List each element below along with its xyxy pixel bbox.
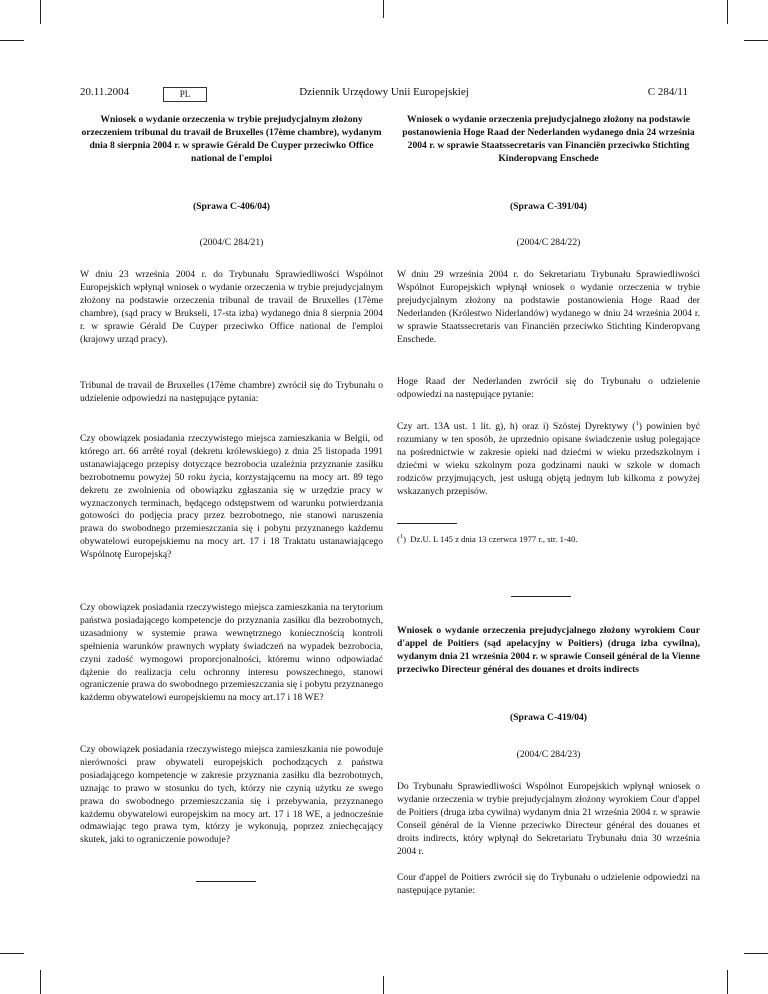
question-paragraph: Czy obowiązek posiadania rzeczywistego miejsca zamieszkania na terytorium państwa posiadającego kompetencje do przyznania zasiłku dla bezrobotnych, uzasadniony w systemie prawa wewnętrznego koniecznością kontroli spełnienia warunków prawnych wypłaty świadczeń na wypadek bezrobocia, czyni zadość wymogowi proporcjonalności, któremu winno odpowiadać dążenie do realizacja celu ochronny interesu powszechnego, stanowi ograniczenie prawa do swobodnego przemieszczania się i pobytu przyznanego każdemu obywatelowi europejskiemu na mocy art.17 i 18 WE? [80, 602, 383, 704]
section-divider [511, 596, 571, 597]
crop-mark [0, 953, 24, 954]
crop-mark [383, 976, 384, 994]
crop-mark [383, 0, 384, 18]
section-divider [196, 881, 256, 882]
footnote-text: Dz.U. L 145 z dnia 13 czerwca 1977 r., str. 1-40. [410, 534, 578, 544]
header-date: 20.11.2004 [80, 86, 130, 98]
page-reference: C 284/11 [647, 86, 688, 98]
footnote-divider [397, 523, 457, 524]
crop-mark [727, 970, 728, 994]
notice-reference: (2004/C 284/21) [199, 237, 264, 248]
body-paragraph: Do Trybunału Sprawiedliwości Wspólnot Europejskich wpłynął wniosek o wydanie orzeczenia w trybie prejudycjalnym złożony wyrokiem Cour d'appel de Poitiers (druga izba cywilna) wydanym dnia 21 września 2004 r. w sprawie Conseil général de la Vienne przeciwko Directeur général des douanes et droits indirects, który wpłynął do Sekretariatu Trybunału dnia 30 września 2004 r. [397, 781, 700, 857]
crop-mark [727, 0, 728, 24]
footnote-number: 1 [399, 533, 404, 541]
body-paragraph: Tribunal de travail de Bruxelles (17ème chambre) zwrócił się do Trybunału o udzielenie odpowiedzi na następujące pytania: [80, 380, 383, 404]
body-paragraph: Hoge Raad der Nederlanden zwrócił się do Trybunału o udzielenie odpowiedzi na następujące pytanie: [397, 376, 700, 400]
question-paragraph: Czy obowiązek posiadania rzeczywistego miejsca zamieszkania w Belgii, od którego art. 66 arrêté royal (dekretu królewskiego) z dnia 25 listopada 1991 ustanawiającego przepisy dotyczące bezrobocia uzależnia przyznanie zasiłku bezrobotnemu powyżej 50 roku życia, korzystającemu na mocy art. 89 tego dekretu ze zwolnienia od obowiązku zgłaszania się w urzędzie pracy w wyznaczonych terminach, będącego odstępstwem od warunku potwierdzania gotowości do podjęcia pracy przez bezrobotnego, nie stanowi naruszenia prawa do swobodnego przemieszczania się i pobytu przyznanego każdemu obywatelowi europejskiemu na mocy art. 17 i 18 Traktatu ustanawiającego Wspólnotę Europejską? [80, 433, 383, 561]
left-column [80, 114, 383, 166]
journal-title: Dziennik Urzędowy Unii Europejskiej [299, 86, 469, 98]
notice-title: Wniosek o wydanie orzeczenia prejudycjalnego złożony wyrokiem Cour d'appel de Poitiers (sąd apelacyjny w Poitiers) (druga izba cywilna), wydanym dnia 21 września 2004 r. w sprawie Conseil général de la Vienne przeciwko Directeur général des douanes et droits indirects [397, 625, 700, 675]
question-text-end: ) powinien być rozumiany w ten sposób, że uprzednio opisane świadczenie usług polegające na pośrednictwie w zakresie opieki nad dziećmi w wieku przedszkolnym i dziećmi w wieku szkolnym poza godzinami nauki w szkole w domach rodziców przyjmujących, jest usługą objętą jednym lub kilkoma z powyżej wskazanych przepisów. [397, 421, 700, 497]
question-paragraph: Czy obowiązek posiadania rzeczywistego miejsca zamieszkania nie powoduje nierówności praw obywateli europejskich pochodzących z państwa posiadającego kompetencje w zakresie przyznania zasiłku dla bezrobotnych, uznając to prawo w stosunku do tych, którzy nie czynią użytku ze swego prawa do swobodnego przemieszczania się i przebywania, przyznanego każdemu obywatelowi europejskim na mocy art. 17 i 18 WE, a jednocześnie odmawiając tego prawa tym, którzy je wykonują, poprzez zniechęcający skutek, jaki to ograniczenie powoduje? [80, 744, 383, 846]
footnote: ($^1$) Dz.U. L 145 z dnia 13 czerwca 1977 r., str. 1-40. [397, 533, 578, 544]
notice-reference: (2004/C 284/23) [516, 749, 581, 760]
question-text-start: Czy art. 13A ust. 1 lit. g), h) oraz i) Szóstej Dyrektywy ( [397, 421, 636, 432]
body-paragraph: W dniu 29 września 2004 r. do Sekretariatu Trybunału Sprawiedliwości Wspólnot Europejskich wpłynął wniosek o wydanie orzeczenia w trybie prejudycjalnym złożony na podstawie postanowienia Hoge Raad der Nederlanden (Królestwo Niderlandów) wydanego w dniu 24 września 2004 r. w sprawie Staatssecretaris van Financiën przeciwko Stichting Kinderopvang Enschede. [397, 269, 700, 345]
notice-reference: (2004/C 284/22) [516, 237, 581, 248]
case-number: (Sprawa C-406/04) [192, 201, 270, 212]
footnote-marker: 1 [635, 419, 639, 427]
question-paragraph [397, 421, 700, 498]
notice-title: Wniosek o wydanie orzeczenia w trybie prejudycjalnym złożony orzeczeniem tribunal du travail de Bruxelles (17ème chambre), wydanym dnia 8 sierpnia 2004 r. w sprawie Gérald De Cuyper przeciwko Office national de l'emploi [81, 114, 382, 164]
crop-mark [40, 970, 41, 994]
crop-mark [744, 953, 768, 954]
notice-title: Wniosek o wydanie orzeczenia prejudycjalnego złożony na podstawie postanowienia Hoge Raad der Nederlanden wydanego dnia 24 września 2004 r. w sprawie Staatssecretaris van Financiën przeciwko Stichting Kinderopvang Enschede [402, 114, 695, 164]
case-number: (Sprawa C-391/04) [509, 201, 587, 212]
language-badge: PL [163, 87, 207, 102]
body-paragraph: W dniu 23 września 2004 r. do Trybunału Sprawiedliwości Wspólnot Europejskich wpłynął wniosek o wydanie orzeczenia w trybie prejudycjalnym złożony na podstawie orzeczenia tribunal de travail de Bruxelles (17ème chambre), (sąd pracy w Brukseli, 17-sta izba) wydanego dnia 8 sierpnia 2004 r. w sprawie Gérald De Cuyper przeciwko Office national de l'emploi (krajowy urząd pracy). [80, 269, 383, 345]
crop-mark [0, 40, 24, 41]
case-number: (Sprawa C-419/04) [509, 712, 587, 723]
crop-mark [40, 0, 41, 24]
crop-mark [744, 40, 768, 41]
body-paragraph: Cour d'appel de Poitiers zwrócił się do Trybunału o udzielenie odpowiedzi na następujące pytanie: [397, 872, 700, 896]
